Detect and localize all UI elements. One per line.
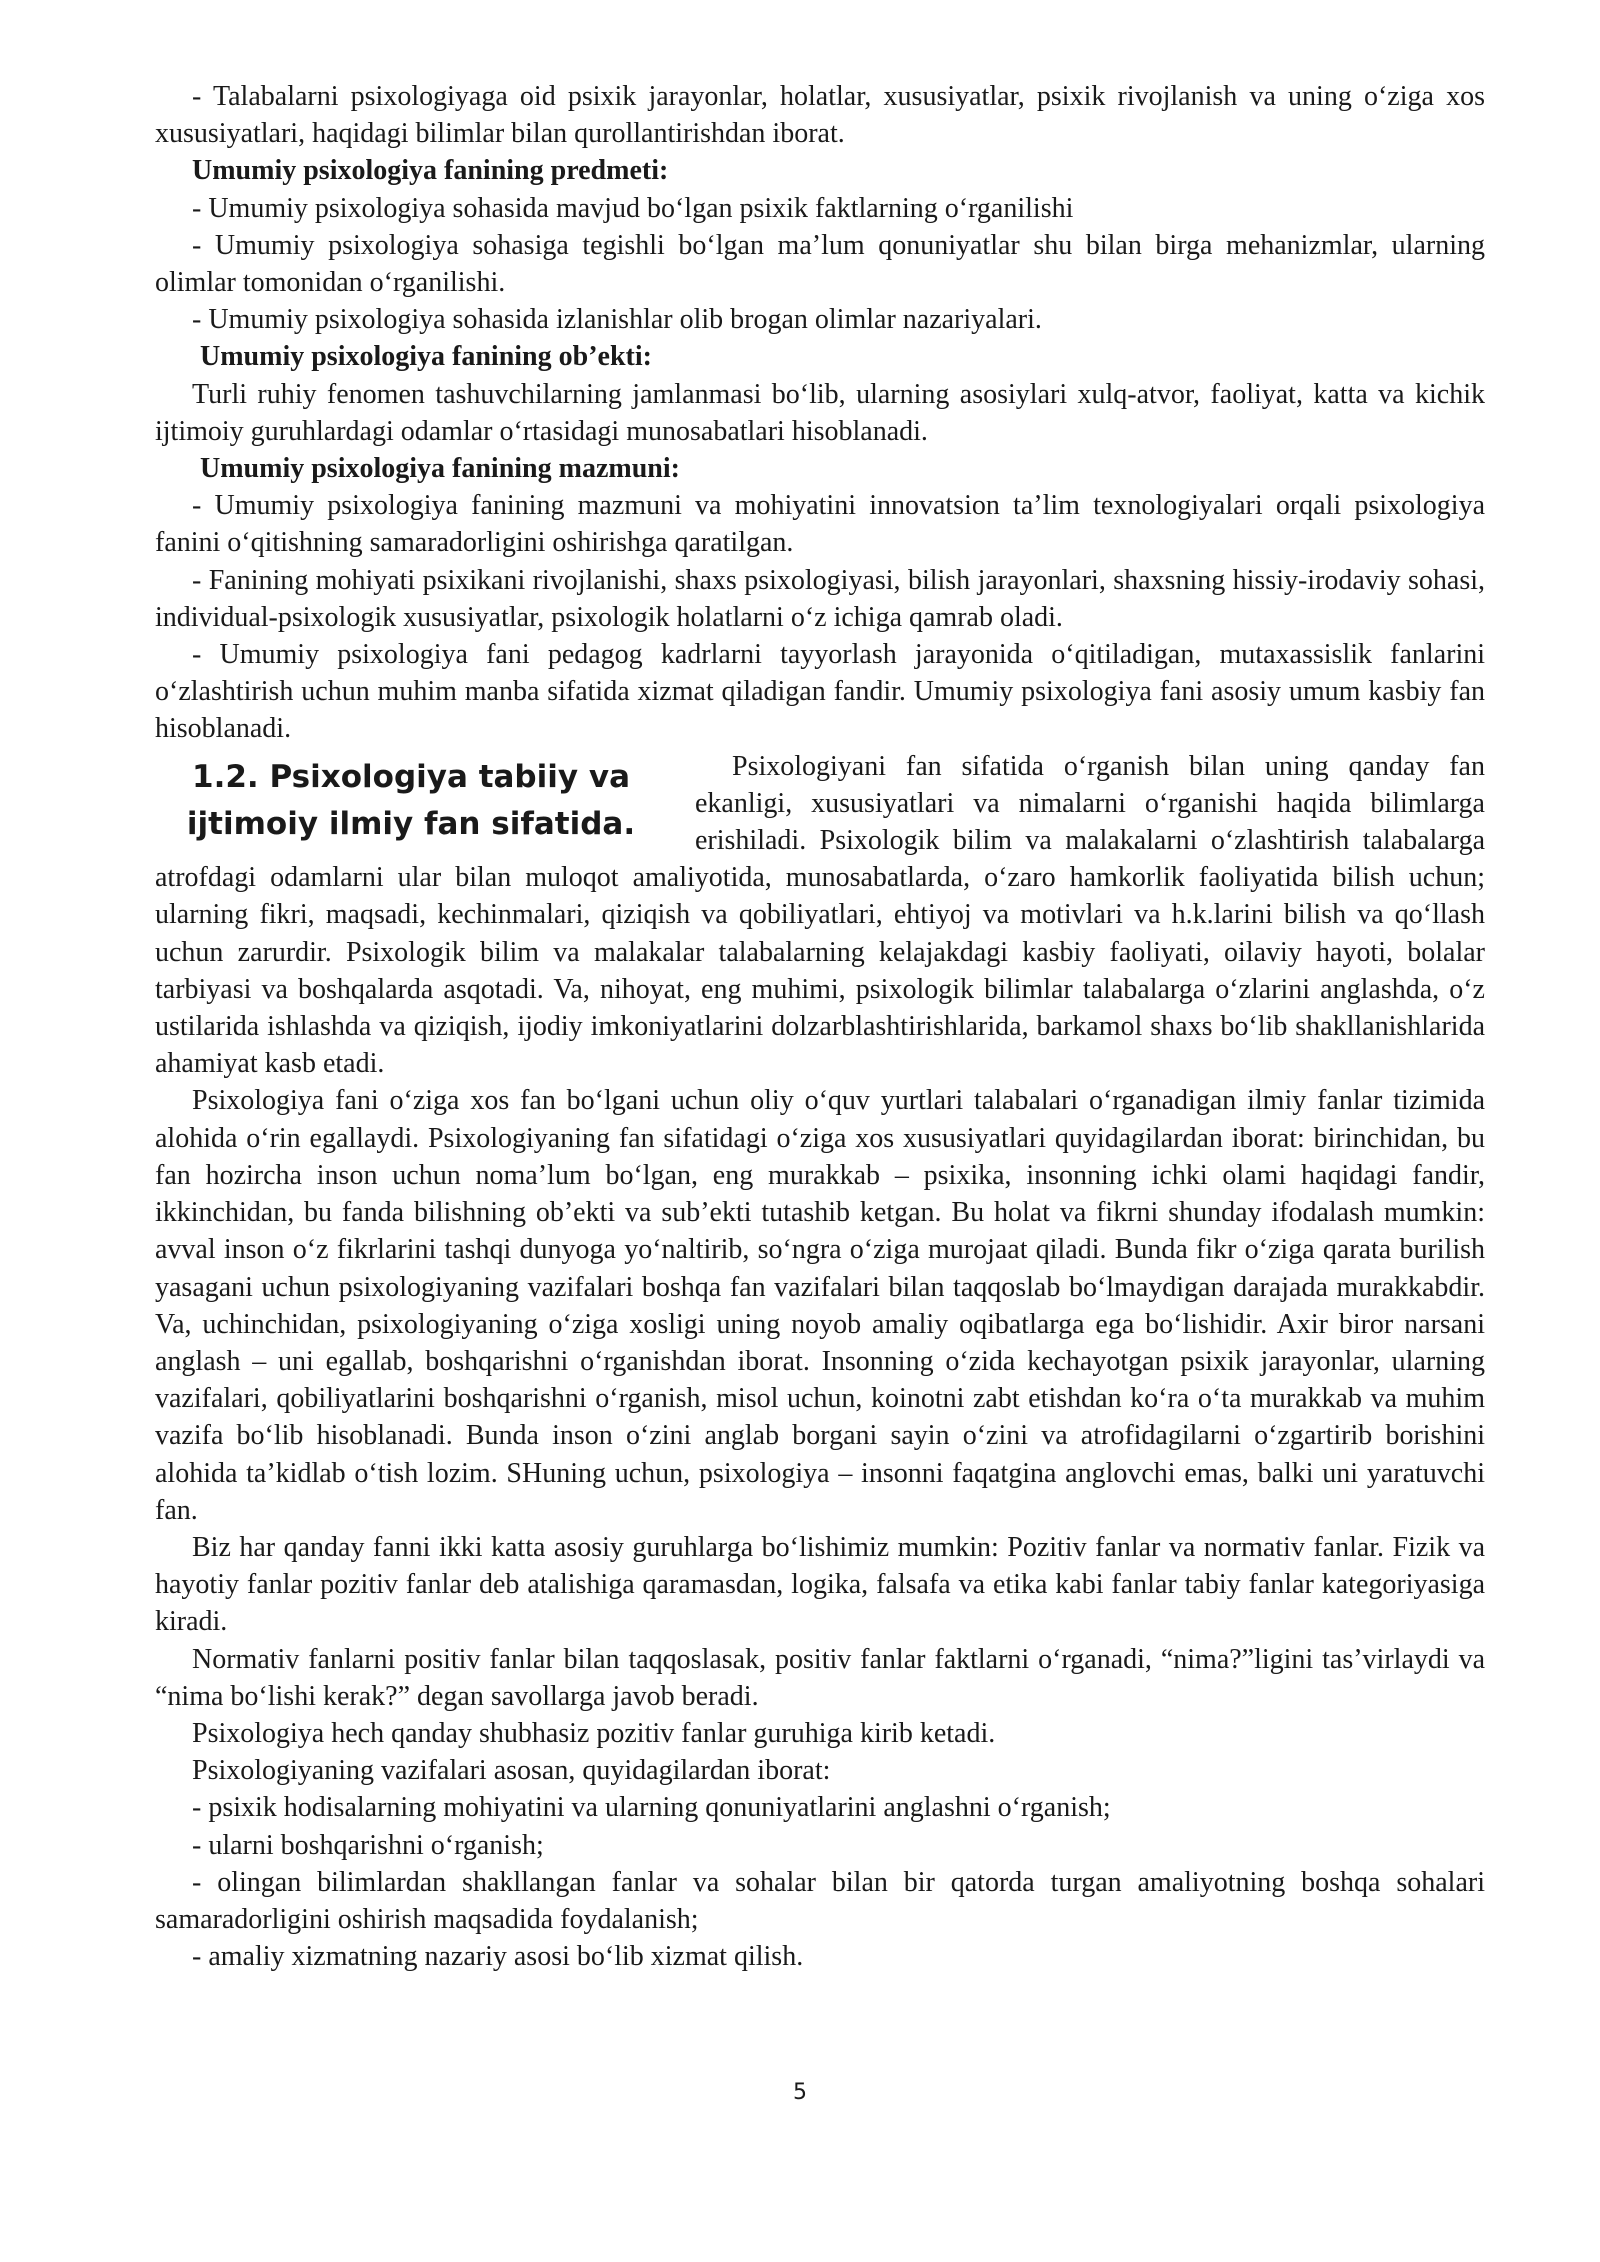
mazmuni-heading: Umumiy psixologiya fanining mazmuni: (200, 453, 680, 485)
task-item: - amaliy xizmatning nazariy asosi bo‘lib xizmat qilish. (192, 1941, 804, 1973)
section-paragraph: Normativ fanlarni positiv fanlar bilan taqqoslasak, positiv fanlar faktlarni o‘rganadi, “nima?”ligini tas’virlaydi va “nima bo‘lishi kerak?” degan savollarga javob beradi. (155, 1643, 1485, 1712)
task-item: - ularni boshqarishni o‘rganish; (192, 1829, 544, 1861)
mazmuni-item: - Umumiy psixologiya fanining mazmuni va mohiyatini innovatsion ta’lim texnologiyalari orqali psixologiya fanini o‘qitishning samaradorligini oshirishga qaratilgan. (155, 490, 1485, 559)
page-number: 5 (793, 2080, 807, 2105)
mazmuni-item: - Umumiy psixologiya fani pedagog kadrlarni tayyorlash jarayonida o‘qitiladigan, mutaxassislik fanlarini o‘zlashtirish uchun muhim manba sifatida xizmat qiladigan fandir. Umumiy psixologiya fani asosiy umum kasbiy fan hisoblanadi. (155, 639, 1485, 745)
task-item: - olingan bilimlardan shakllangan fanlar va sohalar bilan bir qatorda turgan amaliyotning boshqa sohalari samaradorligini oshirish maqsadida foydalanish; (155, 1866, 1485, 1935)
predmet-item: - Umumiy psixologiya sohasida izlanishlar olib brogan olimlar nazariyalari. (192, 304, 1042, 336)
section-paragraph: Psixologiya hech qanday shubhasiz pozitiv fanlar guruhiga kirib ketadi. (192, 1717, 996, 1749)
section-title: 1.2. Psixologiya tabiiy va ijtimoiy ilmiy fan sifatida. (186, 758, 636, 842)
task-item: - psixik hodisalarning mohiyatini va ularning qonuniyatlarini anglashni o‘rganish; (192, 1792, 1111, 1824)
section-paragraph: Psixologiyani fan sifatida o‘rganish bilan uning qanday fan ekanligi, xususiyatlari va nimalarni o‘rganishi haqida bilimlarga erishiladi. Psixologik bilim va malakalarni o‘zlashtirish talabalarga atrofdagi odamlarni ular bilan muloqot amaliyotida, munosabatlarda, o‘zaro hamkorlik faoliyatida bilish uchun; ularning fikri, maqsadi, kechinmalari, qiziqish va qobiliyatlari, ehtiyoj va motivlari va h.k.larini bilish va qo‘llash uchun zarurdir. Psixologik bilim va malakalar talabalarning kelajakdagi kasbiy faoliyati, oilaviy hayoti, bolalar tarbiyasi va boshqalarda asqotadi. Va, nihoyat, eng muhimi, psixologik bilimlar talabalarga o‘zlarini anglashda, o‘z ustilarida ishlashda va qiziqish, ijodiy imkoniyatlarini dolzarblashtirishlarida, barkamol shaxs bo‘lib shakllanishlarida ahamiyat kasb etadi. (155, 750, 1485, 1080)
predmet-item: - Umumiy psixologiya sohasida mavjud bo‘lgan psixik faktlarning o‘rganilishi (192, 192, 1074, 224)
obekt-heading: Umumiy psixologiya fanining ob’ekti: (200, 341, 652, 373)
section-paragraph: Psixologiya fani o‘ziga xos fan bo‘lgani uchun oliy o‘quv yurtlari talabalari o‘rganadigan ilmiy fanlar tizimida alohida o‘rin egallaydi. Psixologiyaning fan sifatidagi o‘ziga xos xususiyatlari quyidagilardan iborat: birinchidan, bu fan hozircha inson uchun noma’lum bo‘lgan, eng murakkab – psixika, insonning ichki olami haqidagi fandir, ikkinchidan, bu fanda bilishning ob’ekti va sub’ekti tutashib ketgan. Bu holat va fikrni shunday ifodalash mumkin: avval inson o‘z fikrlarini tashqi dunyoga yo‘naltirib, so‘ngra o‘ziga murojaat qiladi. Bunda fikr o‘ziga qarata burilish yasagani uchun psixologiyaning vazifalari boshqa fan vazifalari bilan taqqoslab bo‘lmaydigan darajada murakkabdir. Va, uchinchidan, psixologiyaning o‘ziga xosligi uning noyob amaliy oqibatlarga ega bo‘lishidir. Axir biror narsani anglash – uni egallab, boshqarishni o‘rganishdan iborat. Insonning o‘zida kechayotgan psixik jarayonlar, ularning vazifalari, qobiliyatlarini boshqarishni o‘rganish, misol uchun, koinotni zabt etishdan ko‘ra o‘ta murakkab va muhim vazifa bo‘lib hisoblanadi. Bunda inson o‘zini anglab borgani sayin o‘zini va atrofidagilarni o‘zgartirib borishini alohida ta’kidlab o‘tish lozim. SHuning uchun, psixologiya – insonni faqatgina anglovchi emas, balki uni yaratuvchi fan. (155, 1085, 1485, 1526)
document-page (155, 78, 1485, 1975)
obekt-text: Turli ruhiy fenomen tashuvchilarning jamlanmasi bo‘lib, ularning asosiylari xulq-atvor, faoliyat, katta va kichik ijtimoiy guruhlardagi odamlar o‘rtasidagi munosabatlari hisoblanadi. (155, 378, 1485, 447)
predmet-heading: Umumiy psixologiya fanining predmeti: (192, 155, 669, 187)
mazmuni-item: - Fanining mohiyati psixikani rivojlanishi, shaxs psixologiyasi, bilish jarayonlari, shaxsning hissiy-irodaviy sohasi, individual-psixologik xususiyatlar, psixologik holatlarni o‘z ichiga qamrab oladi. (155, 564, 1485, 633)
section-paragraph: Biz har qanday fanni ikki katta asosiy guruhlarga bo‘lishimiz mumkin: Pozitiv fanlar va normativ fanlar. Fizik va hayotiy fanlar pozitiv fanlar deb atalishiga qaramasdan, logika, falsafa va etika kabi fanlar tabiy fanlar kategoriyasiga kiradi. (155, 1531, 1485, 1638)
intro-bullet: - Talabalarni psixologiyaga oid psixik jarayonlar, holatlar, xususiyatlar, psixik rivojlanish va uning o‘ziga xos xususiyatlari, haqidagi bilimlar bilan qurollantirishdan iborat. (155, 81, 1485, 150)
predmet-item: - Umumiy psixologiya sohasiga tegishli bo‘lgan ma’lum qonuniyatlar shu bilan birga mehanizmlar, ularning olimlar tomonidan o‘rganilishi. (155, 229, 1485, 299)
section-paragraph: Psixologiyaning vazifalari asosan, quyidagilardan iborat: (192, 1755, 831, 1787)
